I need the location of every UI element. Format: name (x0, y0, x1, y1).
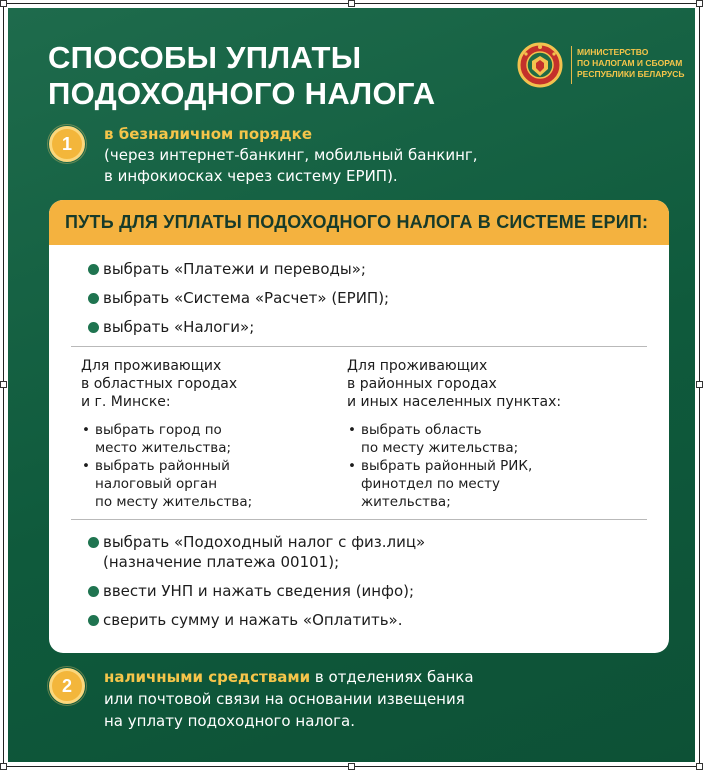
method-cash-line-3: на уплату подоходного налога. (104, 712, 355, 730)
column-list (81, 421, 347, 511)
step-item (71, 610, 647, 630)
ministry-logo (517, 42, 687, 88)
page-title (48, 40, 435, 112)
step-text: (назначение платежа 00101); (103, 553, 340, 571)
emblem-icon (517, 42, 563, 88)
step-text: выбрать «Система «Расчет» (ЕРИП); (103, 289, 390, 307)
list-item-line: финотдел по месту (361, 476, 500, 492)
resize-handle-bottom-left[interactable] (0, 763, 7, 770)
column-heading-line: и г. Минске: (81, 394, 171, 410)
number-badge-2: 2 (49, 668, 85, 704)
list-item (361, 457, 613, 511)
column-list (347, 421, 613, 511)
resize-handle-top-right[interactable] (696, 0, 703, 7)
resize-handle-right[interactable] (696, 381, 703, 388)
list-item-line: по месту жительства; (361, 440, 519, 456)
resize-handle-bottom-right[interactable] (696, 763, 703, 770)
list-item-line: • выбрать область (361, 422, 482, 438)
list-item-line: • выбрать районный (95, 458, 230, 474)
ministry-line-1: МИНИСТЕРСТВО (577, 47, 649, 57)
bullet-dot-icon (88, 293, 99, 304)
erip-card-header: ПУТЬ ДЛЯ УПЛАТЫ ПОДОХОДНОГО НАЛОГА В СИСТЕМЕ ЕРИП: (49, 200, 669, 245)
column-regional-cities (81, 357, 347, 511)
method-cash-line-1 (104, 666, 584, 688)
logo-divider (571, 46, 572, 84)
column-heading-line: Для проживающих (347, 358, 488, 374)
column-heading-line: Для проживающих (81, 358, 222, 374)
column-heading (347, 357, 613, 411)
column-heading-line: и иных населенных пунктах: (347, 394, 562, 410)
list-item (95, 421, 347, 457)
ministry-name (577, 47, 684, 80)
list-item-line: • выбрать город по (95, 422, 222, 438)
bullet-dot-icon (88, 586, 99, 597)
ministry-line-3: РЕСПУБЛИКИ БЕЛАРУСЬ (577, 69, 685, 79)
step-text: сверить сумму и нажать «Оплатить». (103, 611, 403, 629)
bullet-dot-icon (88, 264, 99, 275)
list-item-line: • выбрать районный РИК, (361, 458, 533, 474)
method-cashless-line-1: (через интернет-банкинг, мобильный банкинг, (104, 146, 478, 164)
method-cash (104, 666, 584, 732)
step-text: ввести УНП и нажать сведения (инфо); (103, 582, 415, 600)
list-item-line: по месту жительства; (95, 494, 253, 510)
list-item (361, 421, 613, 457)
list-item-line: налоговый орган (95, 476, 218, 492)
bullet-dot-icon (88, 537, 99, 548)
resize-handle-top-left[interactable] (0, 0, 7, 7)
erip-card-body (49, 245, 669, 630)
step-item (71, 259, 647, 279)
poster (8, 8, 695, 762)
resize-handle-top[interactable] (348, 0, 355, 7)
step-item (71, 317, 647, 337)
method-cash-rest: в отделениях банка (310, 668, 474, 686)
step-text: выбрать «Платежи и переводы»; (103, 260, 366, 278)
method-cash-highlight: наличными средствами (104, 668, 311, 686)
method-cashless-line-2: в инфокиосках через систему ЕРИП). (104, 167, 398, 185)
erip-card (49, 200, 669, 653)
step-text: выбрать «Налоги»; (103, 318, 255, 336)
column-heading (81, 357, 347, 411)
method-cash-line-2: или почтовой связи на основании извещения (104, 690, 465, 708)
resize-handle-left[interactable] (0, 381, 7, 388)
number-badge-1: 1 (49, 126, 85, 162)
method-cashless-heading: в безналичном порядке (104, 125, 313, 143)
residence-columns (71, 347, 647, 519)
bullet-dot-icon (88, 615, 99, 626)
step-item (71, 288, 647, 308)
steps-bottom (71, 520, 647, 630)
step-text: выбрать «Подоходный налог с физ.лиц» (103, 533, 426, 551)
resize-handle-bottom[interactable] (348, 763, 355, 770)
ministry-line-2: ПО НАЛОГАМ И СБОРАМ (577, 58, 683, 68)
step-item (71, 581, 647, 601)
list-item-line: место жительства; (95, 440, 232, 456)
title-line-1: СПОСОБЫ УПЛАТЫ (48, 40, 362, 75)
column-heading-line: в областных городах (81, 376, 238, 392)
title-line-2: ПОДОХОДНОГО НАЛОГА (48, 76, 436, 111)
column-district-towns (347, 357, 613, 511)
list-item (95, 457, 347, 511)
method-cashless (104, 124, 478, 187)
list-item-line: жительства; (361, 494, 451, 510)
bullet-dot-icon (88, 322, 99, 333)
column-heading-line: в районных городах (347, 376, 497, 392)
step-item (71, 532, 647, 572)
